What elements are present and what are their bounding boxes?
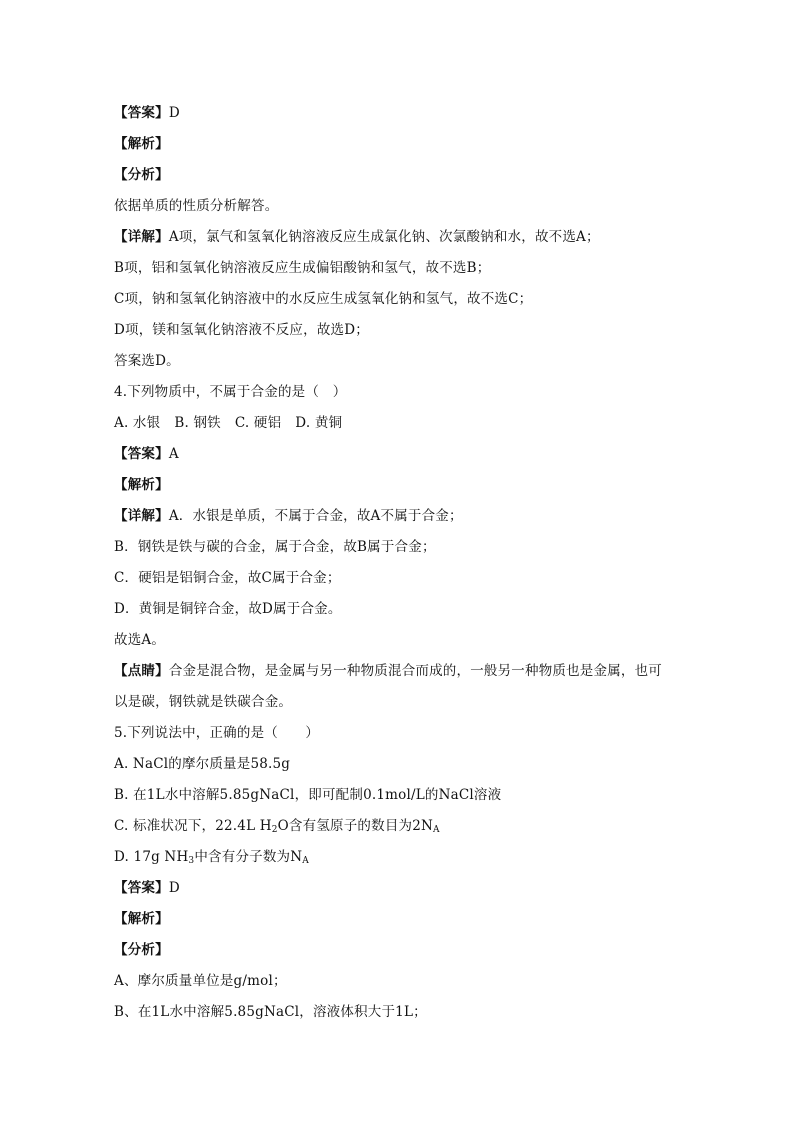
- text-line: [114, 690, 694, 721]
- text-line: [114, 783, 694, 814]
- section-label: 【解析】: [114, 136, 169, 152]
- line-text: D. 17g NH: [114, 849, 189, 865]
- subscript: 2: [271, 825, 278, 835]
- section-label: 【答案】: [114, 105, 169, 121]
- section-label: 【解析】: [114, 911, 169, 927]
- text-line: [114, 504, 694, 535]
- line-text: D项，镁和氢氧化钠溶液不反应，故选D；: [114, 322, 369, 338]
- text-line: [114, 659, 694, 690]
- line-text: A．水银是单质，不属于合金，故A不属于合金；: [168, 508, 463, 524]
- line-text: A项，氯气和氢氧化钠溶液反应生成氯化钠、次氯酸钠和水，故不选A；: [168, 229, 600, 245]
- text-line: [114, 411, 694, 442]
- subscript: A: [302, 856, 309, 866]
- text-line: [114, 287, 694, 318]
- text-line: [114, 752, 694, 783]
- line-text: 5.下列说法中，正确的是（ ）: [114, 725, 320, 741]
- text-line: [114, 1000, 694, 1031]
- line-text: 以是碳，钢铁就是铁碳合金。: [114, 694, 293, 710]
- section-label: 【点睛】: [114, 663, 169, 679]
- subscript: A: [433, 825, 440, 835]
- section-label: 【答案】: [114, 880, 169, 896]
- text-line: [114, 256, 694, 287]
- section-label: 【解析】: [114, 477, 169, 493]
- text-line: [114, 628, 694, 659]
- line-text: B. 在1L水中溶解5.85gNaCl，即可配制0.1mol/L的NaCl溶液: [114, 787, 502, 803]
- line-text: C. 标准状况下，22.4L H: [114, 818, 272, 834]
- line-text: 故选A。: [114, 632, 166, 648]
- text-line: [114, 566, 694, 597]
- line-text: D: [168, 880, 180, 896]
- section-label: 【分析】: [114, 167, 169, 183]
- text-line: [114, 473, 694, 504]
- section-label: 【答案】: [114, 446, 169, 462]
- text-line: [114, 101, 694, 132]
- option-choice: A. 水银: [114, 415, 161, 431]
- line-text: D．黄铜是铜锌合金，故D属于合金。: [114, 601, 342, 617]
- section-label: 【详解】: [114, 508, 169, 524]
- line-text: A. NaCl的摩尔质量是58.5g: [114, 756, 291, 772]
- line-text: D: [168, 105, 180, 121]
- text-line: [114, 442, 694, 473]
- text-line: [114, 876, 694, 907]
- text-line: [114, 225, 694, 256]
- line-text: 合金是混合物，是金属与另一种物质混合而成的，一般另一种物质也是金属，也可: [168, 663, 663, 679]
- line-text: 答案选D。: [114, 353, 180, 369]
- section-label: 【详解】: [114, 229, 169, 245]
- line-text: C项，钠和氢氧化钠溶液中的水反应生成氢氧化钠和氢气，故不选C；: [114, 291, 533, 307]
- line-text: 4.下列物质中，不属于合金的是（ ）: [114, 384, 347, 400]
- section-label: 【分析】: [114, 942, 169, 958]
- line-text: O含有氢原子的数目为2N: [277, 818, 434, 834]
- line-text: B．钢铁是铁与碳的合金，属于合金，故B属于合金；: [114, 539, 436, 555]
- option-choice: B. 钢铁: [174, 415, 221, 431]
- line-text: 依据单质的性质分析解答。: [114, 198, 279, 214]
- text-line: [114, 969, 694, 1000]
- text-line: [114, 597, 694, 628]
- text-line: [114, 845, 694, 876]
- text-line: [114, 349, 694, 380]
- option-choice: D. 黄铜: [295, 415, 343, 431]
- line-text: A、摩尔质量单位是g/mol；: [114, 973, 287, 989]
- line-text: B、在1L水中溶解5.85gNaCl，溶液体积大于1L；: [114, 1004, 427, 1020]
- text-line: [114, 380, 694, 411]
- line-text: B项，铝和氢氧化钠溶液反应生成偏铝酸钠和氢气，故不选B；: [114, 260, 491, 276]
- subscript: 3: [188, 856, 195, 866]
- text-line: [114, 721, 694, 752]
- text-line: [114, 938, 694, 969]
- line-text: 中含有分子数为N: [194, 849, 303, 865]
- text-line: [114, 132, 694, 163]
- text-line: [114, 535, 694, 566]
- document-body: [114, 101, 694, 1031]
- text-line: [114, 318, 694, 349]
- text-line: [114, 163, 694, 194]
- text-line: [114, 814, 694, 845]
- text-line: [114, 907, 694, 938]
- option-choice: C. 硬铝: [234, 415, 282, 431]
- line-text: A: [168, 446, 179, 462]
- line-text: C．硬铝是铝铜合金，故C属于合金；: [114, 570, 341, 586]
- text-line: [114, 194, 694, 225]
